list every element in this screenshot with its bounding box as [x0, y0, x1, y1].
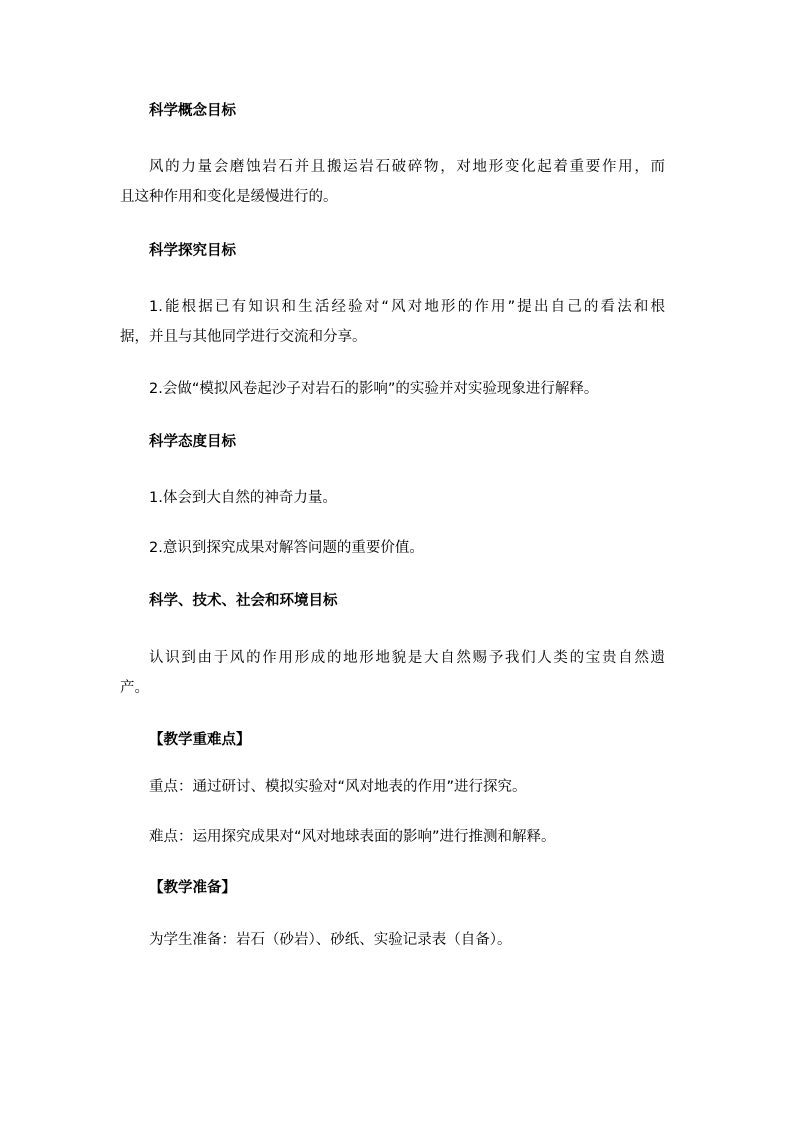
paragraph-difficult-point: 难点：运用探究成果对“风对地球表面的影响”进行推测和解释。 — [149, 829, 556, 845]
heading-key-points: 【教学重难点】 — [149, 732, 251, 748]
paragraph-attitude-2: 2.意识到探究成果对解答问题的重要价值。 — [149, 540, 424, 556]
paragraph-concept-line-1: 风的力量会磨蚀岩石并且搬运岩石破碎物，对地形变化起着重要作用，而 — [149, 159, 665, 175]
heading-science-inquiry: 科学探究目标 — [149, 243, 236, 259]
paragraph-attitude-1: 1.体会到大自然的神奇力量。 — [149, 490, 337, 506]
paragraph-stse-line-1: 认识到由于风的作用形成的地形地貌是大自然赐予我们人类的宝贵自然遗 — [149, 650, 665, 666]
paragraph-stse-line-2: 产。 — [120, 680, 149, 696]
heading-stse: 科学、技术、社会和环境目标 — [149, 593, 338, 609]
paragraph-key-point: 重点：通过研讨、模拟实验对“风对地表的作用”进行探究。 — [149, 779, 527, 795]
paragraph-inquiry-1-line-1: 1.能根据已有知识和生活经验对“风对地形的作用”提出自己的看法和根 — [149, 299, 665, 315]
paragraph-preparation: 为学生准备：岩石（砂岩）、砂纸、实验记录表（自备）。 — [149, 932, 512, 948]
heading-science-attitude: 科学态度目标 — [149, 434, 236, 450]
paragraph-concept-line-2: 且这种作用和变化是缓慢进行的。 — [120, 189, 338, 205]
heading-science-concept: 科学概念目标 — [149, 103, 236, 119]
paragraph-inquiry-2: 2.会做“模拟风卷起沙子对岩石的影响”的实验并对实验现象进行解释。 — [149, 381, 599, 397]
heading-teaching-preparation: 【教学准备】 — [149, 880, 236, 896]
paragraph-inquiry-1-line-2: 据，并且与其他同学进行交流和分享。 — [120, 329, 367, 345]
